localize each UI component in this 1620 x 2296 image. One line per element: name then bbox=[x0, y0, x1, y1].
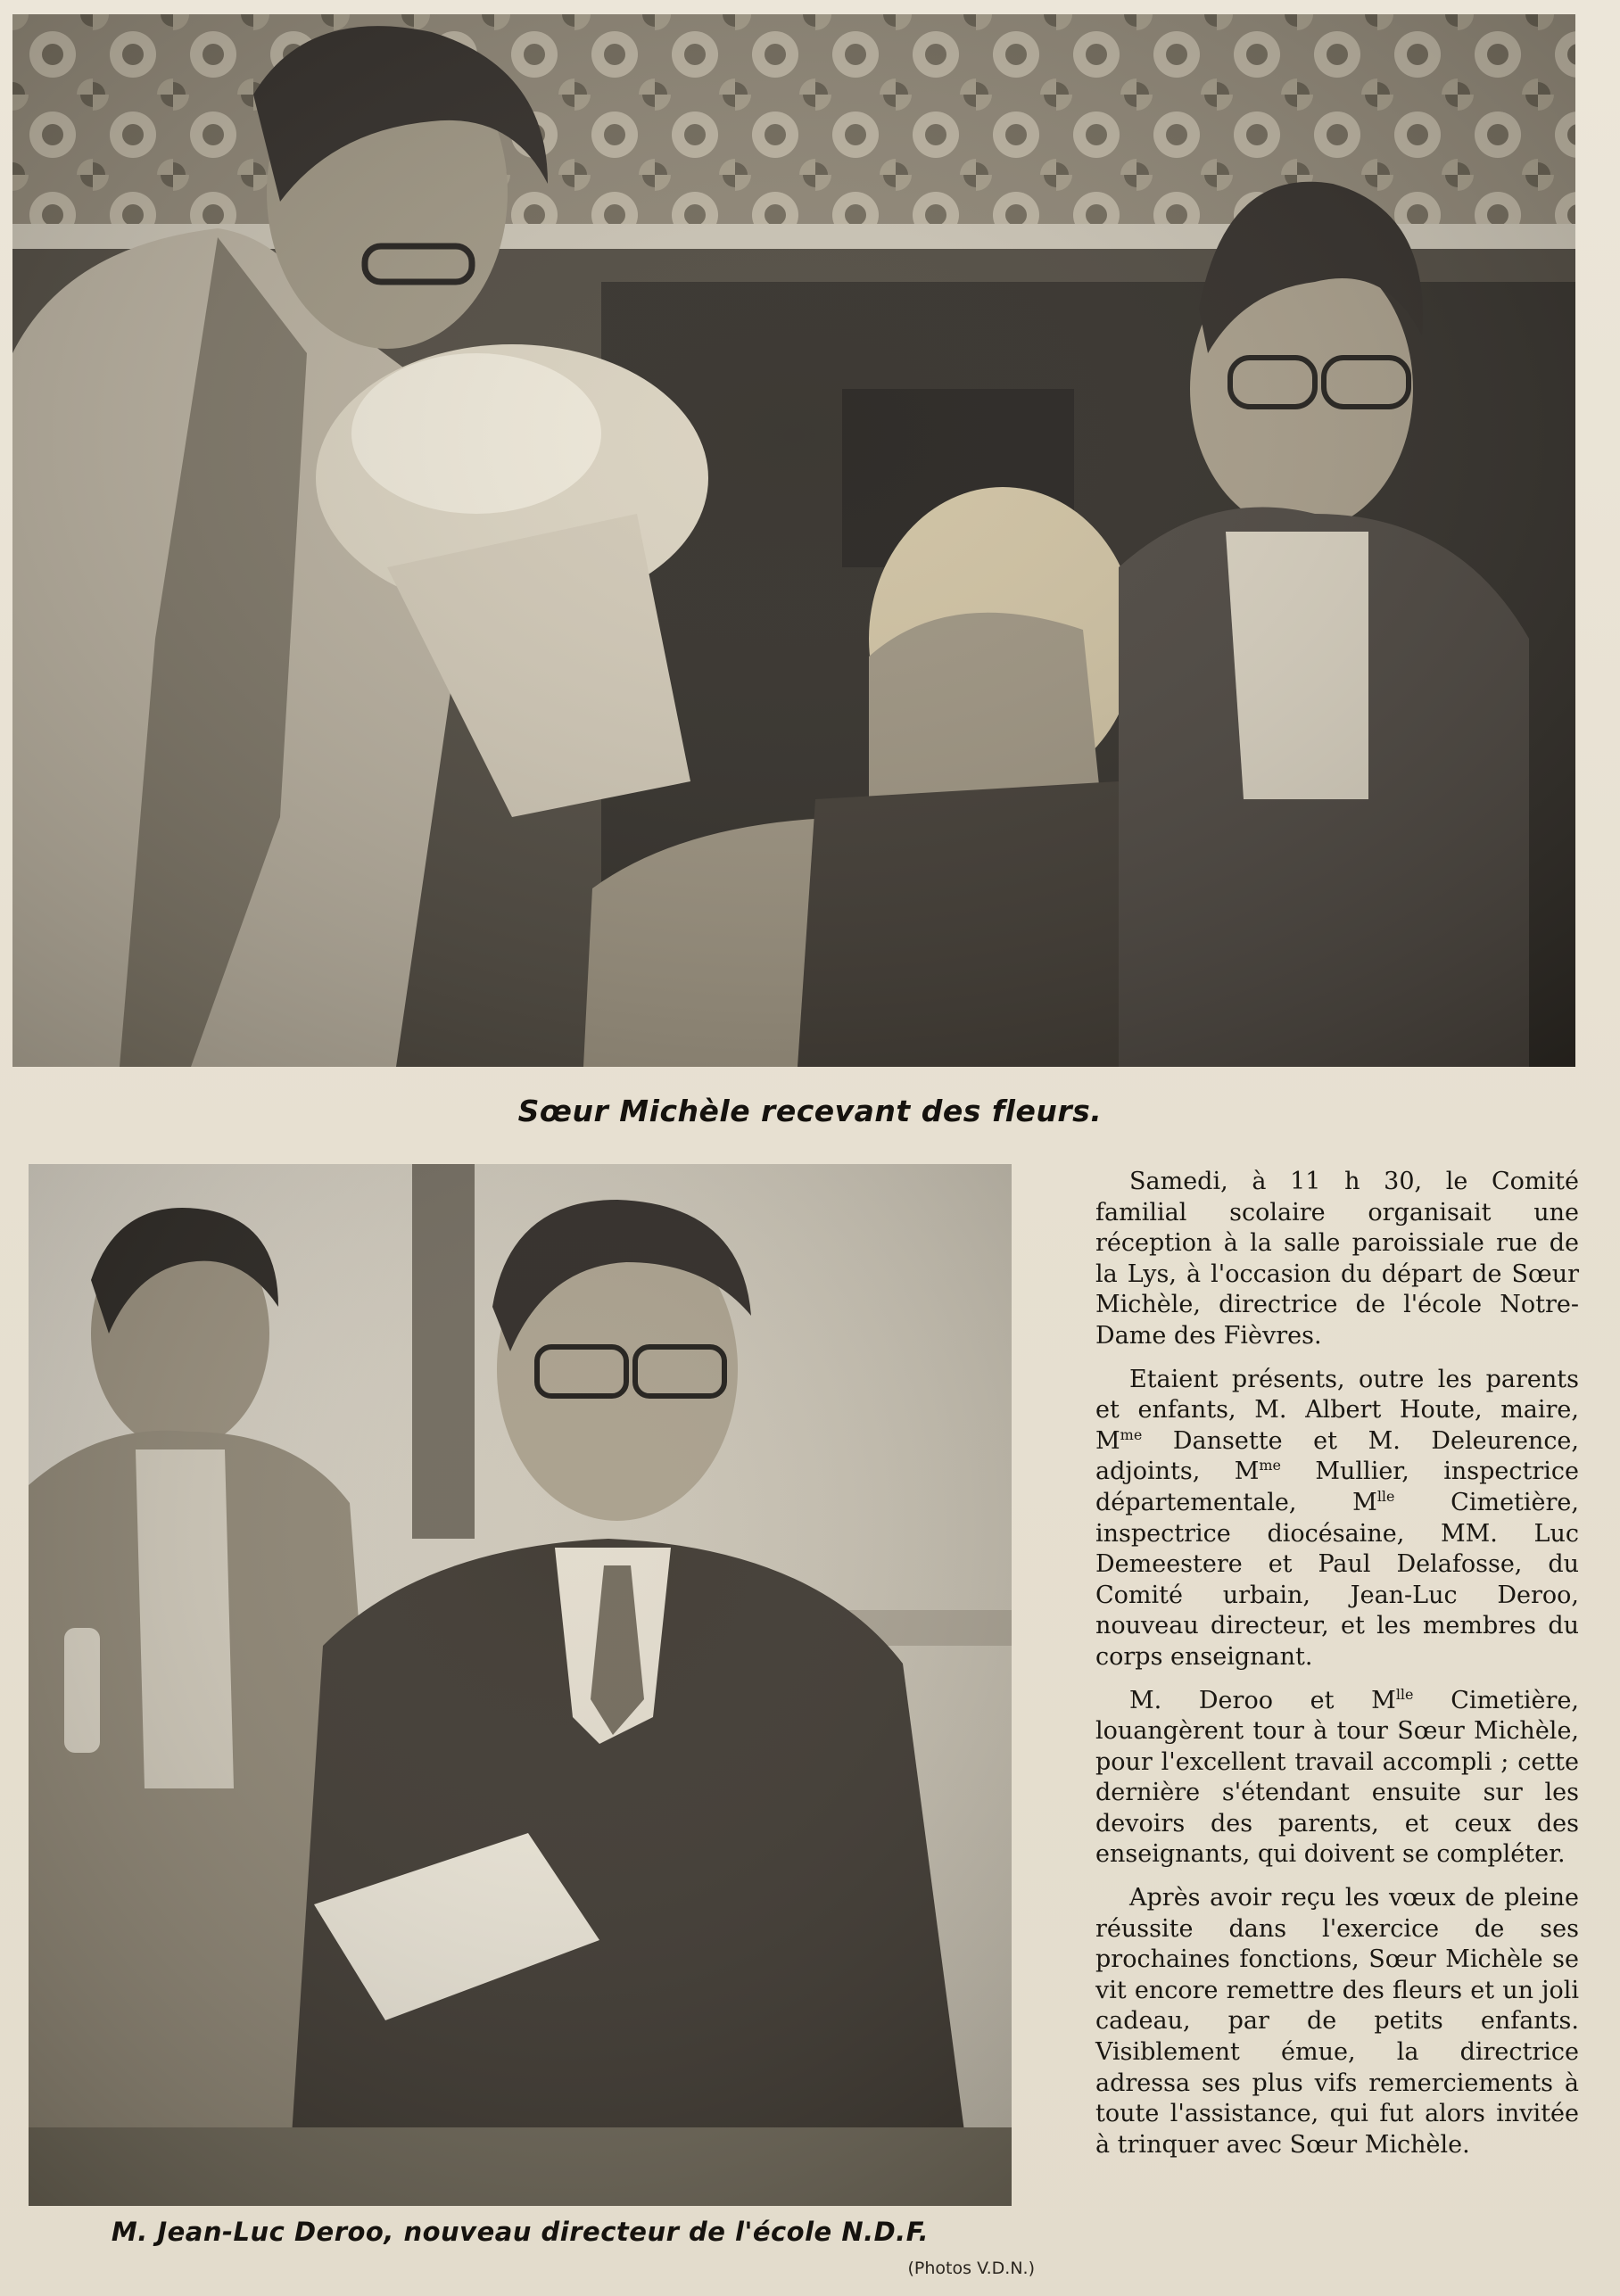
abbrev-mademoiselle-1: lle bbox=[1376, 1487, 1395, 1505]
article-paragraph-2 bbox=[1095, 1365, 1579, 1673]
article-paragraph-3-part-a: M. Deroo et M bbox=[1129, 1686, 1396, 1714]
article-paragraph-2-part-d: Cimetière, inspectrice diocésaine, MM. Luc Demeestere et Paul Delafosse, du Comité urbain, Jean-Luc Deroo, nouveau directeur, et les membres du corps enseignant. bbox=[1095, 1488, 1579, 1671]
photo-credit: (Photos V.D.N.) bbox=[907, 2259, 1035, 2278]
bottom-photo-caption: M. Jean-Luc Deroo, nouveau directeur de l'école N.D.F. bbox=[111, 2217, 930, 2247]
top-photo-caption: Sœur Michèle recevant des fleurs. bbox=[517, 1094, 1103, 1128]
article-paragraph-1: Samedi, à 11 h 30, le Comité familial scolaire organisait une réception à la salle paroissiale rue de la Lys, à l'occasion du départ de Sœur Michèle, directrice de l'école Notre-Dame des Fièvres. bbox=[1095, 1168, 1579, 1350]
article-paragraph-4: Après avoir reçu les vœux de pleine réussite dans l'exercice de ses prochaines fonctions, Sœur Michèle se vit encore remettre des fleurs et un joli cadeau, par de petits enfants. Visiblement émue, la directrice adressa ses plus vifs remerciements à toute l'assistance, qui fut alors invitée à trinquer avec Sœur Michèle. bbox=[1095, 1884, 1579, 2159]
abbrev-madame-2: me bbox=[1259, 1457, 1281, 1474]
abbrev-mademoiselle-2: lle bbox=[1395, 1685, 1414, 1703]
article-paragraph-3-part-b: Cimetière, louangèrent tour à tour Sœur Michèle, pour l'excellent travail accompli ; cette dernière s'étendant ensuite sur les devoirs des parents, et ceux des enseignants, qui doivent se compléter. bbox=[1095, 1686, 1580, 1869]
article-body bbox=[1095, 1167, 1579, 2173]
article-paragraph-2-part-b: Dansette et M. Deleurence, adjoints, M bbox=[1095, 1426, 1579, 1486]
article-paragraph-3 bbox=[1095, 1686, 1579, 1871]
article-paragraph-2-part-a: Etaient présents, outre les parents et enfants, M. Albert Houte, maire, M bbox=[1095, 1365, 1579, 1455]
article-paragraph-2-part-c: Mullier, inspectrice départementale, M bbox=[1095, 1458, 1579, 1516]
photo-flowers-presentation bbox=[12, 14, 1575, 1067]
photo-flowers-presentation-image bbox=[12, 14, 1575, 1067]
photo-new-director-image bbox=[29, 1164, 1012, 2206]
abbrev-madame-1: me bbox=[1120, 1425, 1143, 1443]
photo-new-director bbox=[29, 1164, 1012, 2206]
